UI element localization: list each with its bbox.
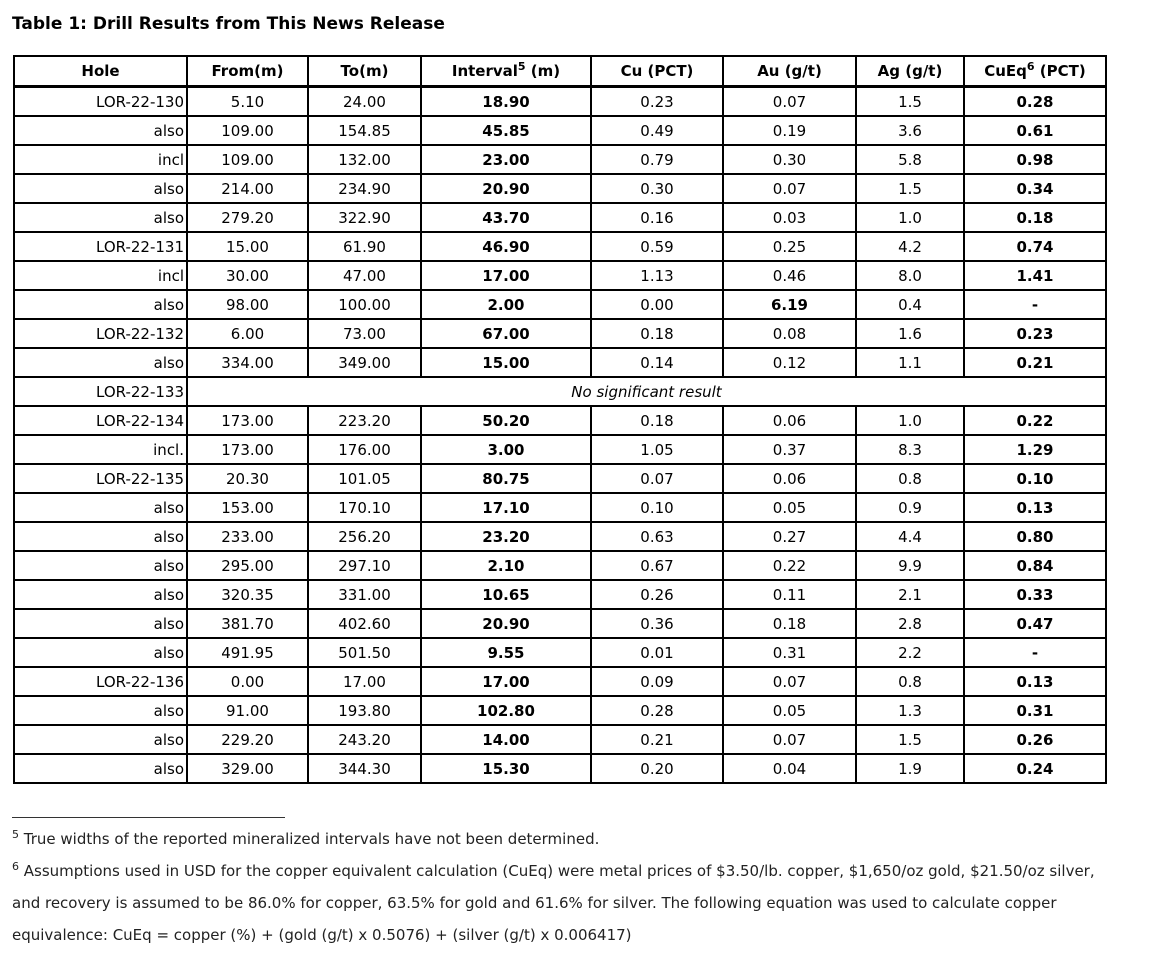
cell-cueq: - xyxy=(964,638,1106,667)
cell-from: 30.00 xyxy=(187,261,308,290)
cell-to: 256.20 xyxy=(308,522,421,551)
cell-to: 170.10 xyxy=(308,493,421,522)
cell-interval: 18.90 xyxy=(421,87,591,117)
column-header-au: Au (g/t) xyxy=(723,56,856,87)
cell-hole: also xyxy=(14,725,187,754)
cell-interval: 9.55 xyxy=(421,638,591,667)
table-row xyxy=(14,522,1106,551)
cell-cu: 0.21 xyxy=(591,725,723,754)
cell-ag: 4.4 xyxy=(856,522,964,551)
cell-hole: LOR-22-131 xyxy=(14,232,187,261)
cell-ag: 0.8 xyxy=(856,667,964,696)
cell-to: 154.85 xyxy=(308,116,421,145)
cell-hole: LOR-22-132 xyxy=(14,319,187,348)
cell-from: 5.10 xyxy=(187,87,308,117)
cell-hole: incl. xyxy=(14,435,187,464)
cell-au: 0.07 xyxy=(723,725,856,754)
cell-interval: 3.00 xyxy=(421,435,591,464)
cell-hole: also xyxy=(14,580,187,609)
cell-ag: 1.5 xyxy=(856,725,964,754)
column-header-from: From(m) xyxy=(187,56,308,87)
cell-to: 61.90 xyxy=(308,232,421,261)
cell-to: 349.00 xyxy=(308,348,421,377)
table-row xyxy=(14,464,1106,493)
cell-from: 153.00 xyxy=(187,493,308,522)
cell-hole: also xyxy=(14,551,187,580)
cell-no-significant-result: No significant result xyxy=(187,377,1106,406)
cell-from: 109.00 xyxy=(187,145,308,174)
cell-interval: 67.00 xyxy=(421,319,591,348)
cell-from: 0.00 xyxy=(187,667,308,696)
cell-cu: 0.14 xyxy=(591,348,723,377)
cell-cu: 0.30 xyxy=(591,174,723,203)
cell-au: 0.07 xyxy=(723,667,856,696)
cell-from: 233.00 xyxy=(187,522,308,551)
cell-ag: 0.8 xyxy=(856,464,964,493)
cell-interval: 20.90 xyxy=(421,174,591,203)
cell-hole: LOR-22-130 xyxy=(14,87,187,117)
cell-au: 0.27 xyxy=(723,522,856,551)
cell-ag: 1.3 xyxy=(856,696,964,725)
cell-to: 100.00 xyxy=(308,290,421,319)
cell-interval: 43.70 xyxy=(421,203,591,232)
cell-cueq: 0.84 xyxy=(964,551,1106,580)
footnote-6: $^6$ Assumptions used in USD for the copper equivalent calculation (CuEq) were metal prices of $3.50/lb. copper, $1,650/oz gold, $21.50/oz silver, and recovery is assumed to be 86.0% for copper, 63.5% for gold and 61.6% for silver. The following equation was used to calculate copper equivalence: CuEq = copper (%) + (gold (g/t) x 0.5076) + (silver (g/t) x 0.006417) xyxy=(12,860,1095,944)
cell-interval: 17.00 xyxy=(421,667,591,696)
footnote-5: $^5$ True widths of the reported mineralized intervals have not been determined. xyxy=(12,828,600,848)
cell-cueq: 0.24 xyxy=(964,754,1106,783)
cell-au: 0.25 xyxy=(723,232,856,261)
cell-from: 491.95 xyxy=(187,638,308,667)
cell-to: 322.90 xyxy=(308,203,421,232)
cell-au: 0.11 xyxy=(723,580,856,609)
cell-from: 6.00 xyxy=(187,319,308,348)
cell-interval: 15.00 xyxy=(421,348,591,377)
cell-to: 17.00 xyxy=(308,667,421,696)
cell-cueq: 0.31 xyxy=(964,696,1106,725)
table-row xyxy=(14,493,1106,522)
cell-cu: 0.20 xyxy=(591,754,723,783)
cell-hole: LOR-22-136 xyxy=(14,667,187,696)
cell-hole: LOR-22-133 xyxy=(14,377,187,406)
table-row xyxy=(14,754,1106,783)
cell-hole: incl xyxy=(14,145,187,174)
cell-interval: 10.65 xyxy=(421,580,591,609)
cell-hole: also xyxy=(14,203,187,232)
table-row xyxy=(14,725,1106,754)
cell-au: 0.19 xyxy=(723,116,856,145)
cell-to: 73.00 xyxy=(308,319,421,348)
cell-interval: 2.10 xyxy=(421,551,591,580)
cell-ag: 9.9 xyxy=(856,551,964,580)
table-row xyxy=(14,667,1106,696)
cell-from: 381.70 xyxy=(187,609,308,638)
cell-to: 234.90 xyxy=(308,174,421,203)
cell-ag: 8.0 xyxy=(856,261,964,290)
table-row xyxy=(14,406,1106,435)
cell-au: 0.07 xyxy=(723,174,856,203)
cell-cu: 0.26 xyxy=(591,580,723,609)
cell-cueq: 0.28 xyxy=(964,87,1106,117)
cell-ag: 3.6 xyxy=(856,116,964,145)
cell-au: 0.05 xyxy=(723,696,856,725)
cell-cu: 0.23 xyxy=(591,87,723,117)
footnote-divider xyxy=(12,817,285,818)
cell-cueq: 0.47 xyxy=(964,609,1106,638)
cell-from: 329.00 xyxy=(187,754,308,783)
cell-hole: incl xyxy=(14,261,187,290)
cell-cueq: 0.26 xyxy=(964,725,1106,754)
cell-cu: 0.01 xyxy=(591,638,723,667)
cell-interval: 23.00 xyxy=(421,145,591,174)
cell-hole: also xyxy=(14,638,187,667)
cell-cueq: 0.13 xyxy=(964,493,1106,522)
cell-interval: 80.75 xyxy=(421,464,591,493)
cell-hole: LOR-22-134 xyxy=(14,406,187,435)
cell-from: 91.00 xyxy=(187,696,308,725)
cell-cu: 1.13 xyxy=(591,261,723,290)
cell-to: 24.00 xyxy=(308,87,421,117)
table-row xyxy=(14,232,1106,261)
column-header-interval: Interval$^5$ (m) xyxy=(421,56,591,87)
cell-cu: 0.79 xyxy=(591,145,723,174)
cell-cueq: 1.41 xyxy=(964,261,1106,290)
cell-from: 295.00 xyxy=(187,551,308,580)
table-row xyxy=(14,203,1106,232)
cell-hole: also xyxy=(14,290,187,319)
cell-from: 279.20 xyxy=(187,203,308,232)
cell-au: 0.04 xyxy=(723,754,856,783)
cell-to: 132.00 xyxy=(308,145,421,174)
cell-to: 243.20 xyxy=(308,725,421,754)
column-header-hole: Hole xyxy=(14,56,187,87)
table-row xyxy=(14,696,1106,725)
cell-from: 109.00 xyxy=(187,116,308,145)
cell-from: 173.00 xyxy=(187,435,308,464)
cell-to: 331.00 xyxy=(308,580,421,609)
table-row xyxy=(14,435,1106,464)
cell-interval: 14.00 xyxy=(421,725,591,754)
cell-au: 0.18 xyxy=(723,609,856,638)
cell-au: 0.37 xyxy=(723,435,856,464)
cell-cu: 0.63 xyxy=(591,522,723,551)
cell-interval: 2.00 xyxy=(421,290,591,319)
table-row xyxy=(14,87,1106,117)
cell-au: 0.06 xyxy=(723,406,856,435)
table-title: Table 1: Drill Results from This News Release xyxy=(12,14,445,34)
cell-ag: 1.5 xyxy=(856,174,964,203)
cell-cu: 0.67 xyxy=(591,551,723,580)
table-row xyxy=(14,551,1106,580)
cell-cu: 0.28 xyxy=(591,696,723,725)
table-row xyxy=(14,609,1106,638)
column-header-to: To(m) xyxy=(308,56,421,87)
cell-cueq: 0.18 xyxy=(964,203,1106,232)
cell-au: 0.06 xyxy=(723,464,856,493)
cell-ag: 1.9 xyxy=(856,754,964,783)
cell-interval: 20.90 xyxy=(421,609,591,638)
cell-ag: 5.8 xyxy=(856,145,964,174)
cell-to: 344.30 xyxy=(308,754,421,783)
cell-cueq: 0.21 xyxy=(964,348,1106,377)
table-row xyxy=(14,348,1106,377)
cell-cu: 0.36 xyxy=(591,609,723,638)
cell-cueq: 0.23 xyxy=(964,319,1106,348)
cell-cueq: 0.61 xyxy=(964,116,1106,145)
cell-cueq: 0.74 xyxy=(964,232,1106,261)
table-row xyxy=(14,145,1106,174)
cell-au: 6.19 xyxy=(723,290,856,319)
cell-cu: 0.18 xyxy=(591,406,723,435)
table-row xyxy=(14,290,1106,319)
column-header-cu: Cu (PCT) xyxy=(591,56,723,87)
cell-to: 47.00 xyxy=(308,261,421,290)
cell-cu: 0.09 xyxy=(591,667,723,696)
table-row xyxy=(14,377,1106,406)
table-row xyxy=(14,261,1106,290)
footnotes-section xyxy=(12,817,1139,951)
cell-au: 0.46 xyxy=(723,261,856,290)
cell-hole: LOR-22-135 xyxy=(14,464,187,493)
cell-au: 0.22 xyxy=(723,551,856,580)
cell-hole: also xyxy=(14,493,187,522)
cell-ag: 1.6 xyxy=(856,319,964,348)
cell-to: 223.20 xyxy=(308,406,421,435)
drill-results-table xyxy=(13,55,1107,784)
cell-cu: 0.18 xyxy=(591,319,723,348)
table-row xyxy=(14,638,1106,667)
cell-cueq: 1.29 xyxy=(964,435,1106,464)
cell-cueq: 0.34 xyxy=(964,174,1106,203)
table-row xyxy=(14,580,1106,609)
cell-to: 101.05 xyxy=(308,464,421,493)
cell-cueq: - xyxy=(964,290,1106,319)
cell-cueq: 0.98 xyxy=(964,145,1106,174)
cell-ag: 2.2 xyxy=(856,638,964,667)
cell-interval: 15.30 xyxy=(421,754,591,783)
cell-from: 229.20 xyxy=(187,725,308,754)
cell-hole: also xyxy=(14,522,187,551)
cell-to: 501.50 xyxy=(308,638,421,667)
column-header-cueq: CuEq$^6$ (PCT) xyxy=(964,56,1106,87)
cell-from: 214.00 xyxy=(187,174,308,203)
cell-ag: 1.0 xyxy=(856,406,964,435)
cell-hole: also xyxy=(14,174,187,203)
cell-from: 15.00 xyxy=(187,232,308,261)
cell-to: 297.10 xyxy=(308,551,421,580)
cell-cueq: 0.33 xyxy=(964,580,1106,609)
cell-ag: 0.4 xyxy=(856,290,964,319)
cell-hole: also xyxy=(14,696,187,725)
footnote-list xyxy=(12,823,1139,951)
cell-ag: 8.3 xyxy=(856,435,964,464)
cell-ag: 1.1 xyxy=(856,348,964,377)
cell-from: 320.35 xyxy=(187,580,308,609)
cell-ag: 0.9 xyxy=(856,493,964,522)
cell-to: 176.00 xyxy=(308,435,421,464)
cell-au: 0.05 xyxy=(723,493,856,522)
table-header-row xyxy=(14,56,1106,87)
cell-interval: 102.80 xyxy=(421,696,591,725)
cell-interval: 46.90 xyxy=(421,232,591,261)
table-row xyxy=(14,319,1106,348)
cell-interval: 23.20 xyxy=(421,522,591,551)
cell-to: 193.80 xyxy=(308,696,421,725)
cell-hole: also xyxy=(14,754,187,783)
cell-cueq: 0.22 xyxy=(964,406,1106,435)
cell-cueq: 0.10 xyxy=(964,464,1106,493)
cell-hole: also xyxy=(14,609,187,638)
cell-cueq: 0.13 xyxy=(964,667,1106,696)
table-row xyxy=(14,116,1106,145)
cell-au: 0.03 xyxy=(723,203,856,232)
cell-from: 98.00 xyxy=(187,290,308,319)
cell-from: 173.00 xyxy=(187,406,308,435)
cell-cu: 0.00 xyxy=(591,290,723,319)
cell-ag: 4.2 xyxy=(856,232,964,261)
cell-au: 0.30 xyxy=(723,145,856,174)
cell-cu: 0.16 xyxy=(591,203,723,232)
cell-ag: 1.0 xyxy=(856,203,964,232)
cell-au: 0.31 xyxy=(723,638,856,667)
table-row xyxy=(14,174,1106,203)
cell-interval: 45.85 xyxy=(421,116,591,145)
cell-interval: 17.10 xyxy=(421,493,591,522)
cell-cueq: 0.80 xyxy=(964,522,1106,551)
cell-hole: also xyxy=(14,116,187,145)
cell-cu: 0.07 xyxy=(591,464,723,493)
cell-au: 0.12 xyxy=(723,348,856,377)
cell-from: 20.30 xyxy=(187,464,308,493)
cell-au: 0.07 xyxy=(723,87,856,117)
cell-ag: 2.1 xyxy=(856,580,964,609)
cell-hole: also xyxy=(14,348,187,377)
cell-cu: 0.49 xyxy=(591,116,723,145)
column-header-ag: Ag (g/t) xyxy=(856,56,964,87)
cell-ag: 1.5 xyxy=(856,87,964,117)
cell-interval: 50.20 xyxy=(421,406,591,435)
cell-au: 0.08 xyxy=(723,319,856,348)
cell-to: 402.60 xyxy=(308,609,421,638)
cell-cu: 1.05 xyxy=(591,435,723,464)
cell-interval: 17.00 xyxy=(421,261,591,290)
cell-cu: 0.59 xyxy=(591,232,723,261)
cell-ag: 2.8 xyxy=(856,609,964,638)
cell-cu: 0.10 xyxy=(591,493,723,522)
cell-from: 334.00 xyxy=(187,348,308,377)
